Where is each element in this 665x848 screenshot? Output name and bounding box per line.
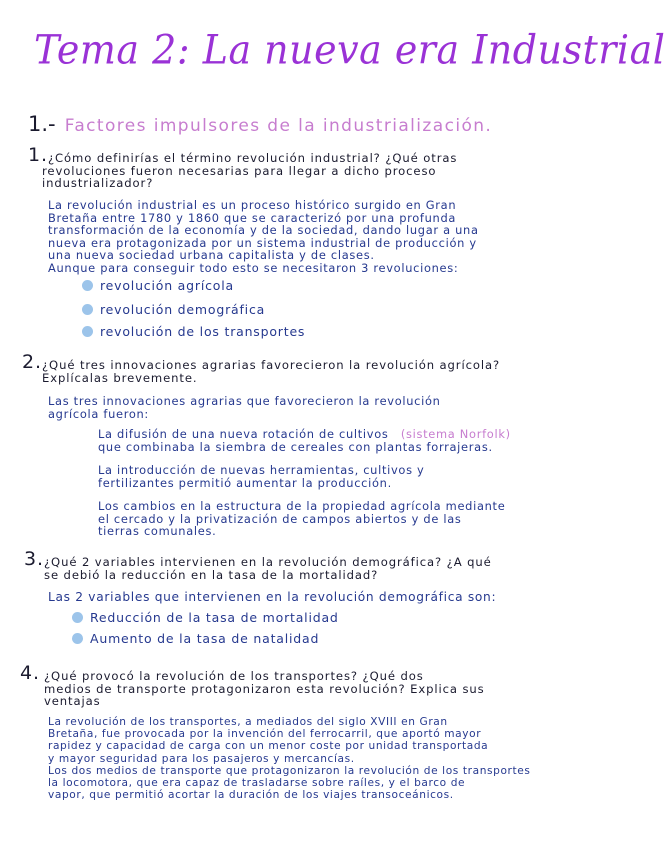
- answer-line: el cercado y la privatización de campos abiertos y de las: [98, 511, 462, 526]
- bullet-dot-icon: [72, 633, 83, 644]
- answer-4: [48, 716, 530, 801]
- section-heading: [28, 112, 492, 136]
- highlight-note: (sistema Norfolk): [400, 427, 511, 441]
- question-1: [28, 144, 458, 190]
- bullet-text: Aumento de la tasa de natalidad: [90, 631, 320, 646]
- answer-line: Aunque para conseguir todo esto se necesitaron 3 revoluciones:: [48, 260, 459, 275]
- question-line: ¿Qué 2 variables intervienen en la revolución demográfica? ¿A qué: [44, 555, 492, 569]
- question-3-number: 3.: [24, 548, 44, 570]
- bullet-text: revolución de los transportes: [100, 324, 306, 339]
- answer-line-with-note: [98, 428, 511, 441]
- answer-line: La introducción de nuevas herramientas, cultivos y: [98, 463, 425, 477]
- bullet-item: [82, 324, 305, 339]
- answer-line: una nueva sociedad urbana capitalista y de clases.: [48, 248, 375, 263]
- answer-line: fertilizantes permitió aumentar la producción.: [98, 475, 392, 490]
- question-line: ¿Qué provocó la revolución de los transportes? ¿Qué dos: [44, 669, 424, 683]
- answer-line: La difusión de una nueva rotación de cultivos: [98, 427, 389, 441]
- answer-line: Bretaña entre 1780 y 1860 que se caracterizó por una profunda: [48, 210, 457, 225]
- question-line: ventajas: [44, 694, 101, 708]
- answer-line: la locomotora, que era capaz de trasladarse sobre raíles, y el barco de: [48, 777, 466, 790]
- bullet-dot-icon: [82, 280, 93, 291]
- question-2-number: 2.: [22, 351, 42, 373]
- question-line: industrializador?: [42, 176, 154, 190]
- answer-line: que combinaba la siembra de cereales con plantas forrajeras.: [98, 439, 493, 454]
- bullet-text: revolución agrícola: [100, 278, 234, 293]
- bullet-item: [82, 278, 234, 293]
- question-4: [20, 662, 485, 708]
- question-2: [22, 351, 501, 385]
- answer-1: [48, 199, 479, 275]
- answer-2-item-3: [98, 500, 505, 538]
- question-line: se debió la reducción en la tasa de la mortalidad?: [44, 567, 379, 582]
- bullet-text: revolución demográfica: [100, 302, 266, 317]
- answer-line: agrícola fueron:: [48, 406, 149, 421]
- answer-line: Los dos medios de transporte que protagonizaron la revolución de los transportes: [48, 764, 531, 777]
- answer-line: rapidez y capacidad de carga con un menor coste por unidad transportada: [48, 740, 489, 753]
- answer-line: vapor, que permitió acortar la duración de los viajes transoceánicos.: [48, 789, 454, 802]
- bullet-dot-icon: [72, 612, 83, 623]
- section-number: 1.-: [28, 112, 56, 136]
- bullet-text: Reducción de la tasa de mortalidad: [90, 610, 339, 625]
- answer-line: La revolución industrial es un proceso histórico surgido en Gran: [48, 198, 457, 212]
- bullet-item: [82, 302, 265, 317]
- answer-line: transformación de la economía y de la sociedad, dando lugar a una: [48, 223, 479, 238]
- answer-2-item-2: [98, 464, 425, 489]
- answer-line: nueva era protagonizada por un sistema industrial de producción y: [48, 235, 477, 250]
- question-line: revoluciones fueron necesarias para llegar a dicho proceso: [42, 163, 437, 178]
- answer-3: [48, 591, 496, 604]
- bullet-dot-icon: [82, 326, 93, 337]
- question-4-number: 4.: [20, 662, 40, 684]
- answer-line: tierras comunales.: [98, 524, 217, 539]
- question-1-number: 1.: [28, 144, 48, 166]
- question-line: Explícalas brevemente.: [42, 370, 198, 385]
- answer-line: La revolución de los transportes, a mediados del siglo XVIII en Gran: [48, 716, 448, 728]
- answer-2-item-1: [98, 428, 511, 453]
- bullet-item: [72, 610, 339, 625]
- answer-line: Las tres innovaciones agrarias que favorecieron la revolución: [48, 394, 441, 408]
- question-line: ¿Qué tres innovaciones agrarias favorecieron la revolución agrícola?: [42, 358, 501, 372]
- bullet-dot-icon: [82, 304, 93, 315]
- answer-line: y mayor seguridad para los pasajeros y mercancías.: [48, 752, 355, 765]
- answer-line: Bretaña, fue provocada por la invención del ferrocarril, que aportó mayor: [48, 728, 482, 741]
- question-3: [24, 548, 492, 582]
- page-title: Tema 2: La nueva era Industrial: [34, 26, 665, 74]
- answer-line: Los cambios en la estructura de la propiedad agrícola mediante: [98, 499, 506, 513]
- answer-line: Las 2 variables que intervienen en la revolución demográfica son:: [48, 590, 497, 604]
- question-line: medios de transporte protagonizaron esta revolución? Explica sus: [44, 681, 485, 696]
- bullet-item: [72, 631, 319, 646]
- question-line: ¿Cómo definirías el término revolución industrial? ¿Qué otras: [48, 151, 458, 165]
- section-title: Factores impulsores de la industrialización.: [64, 116, 493, 136]
- answer-2-intro: [48, 395, 441, 420]
